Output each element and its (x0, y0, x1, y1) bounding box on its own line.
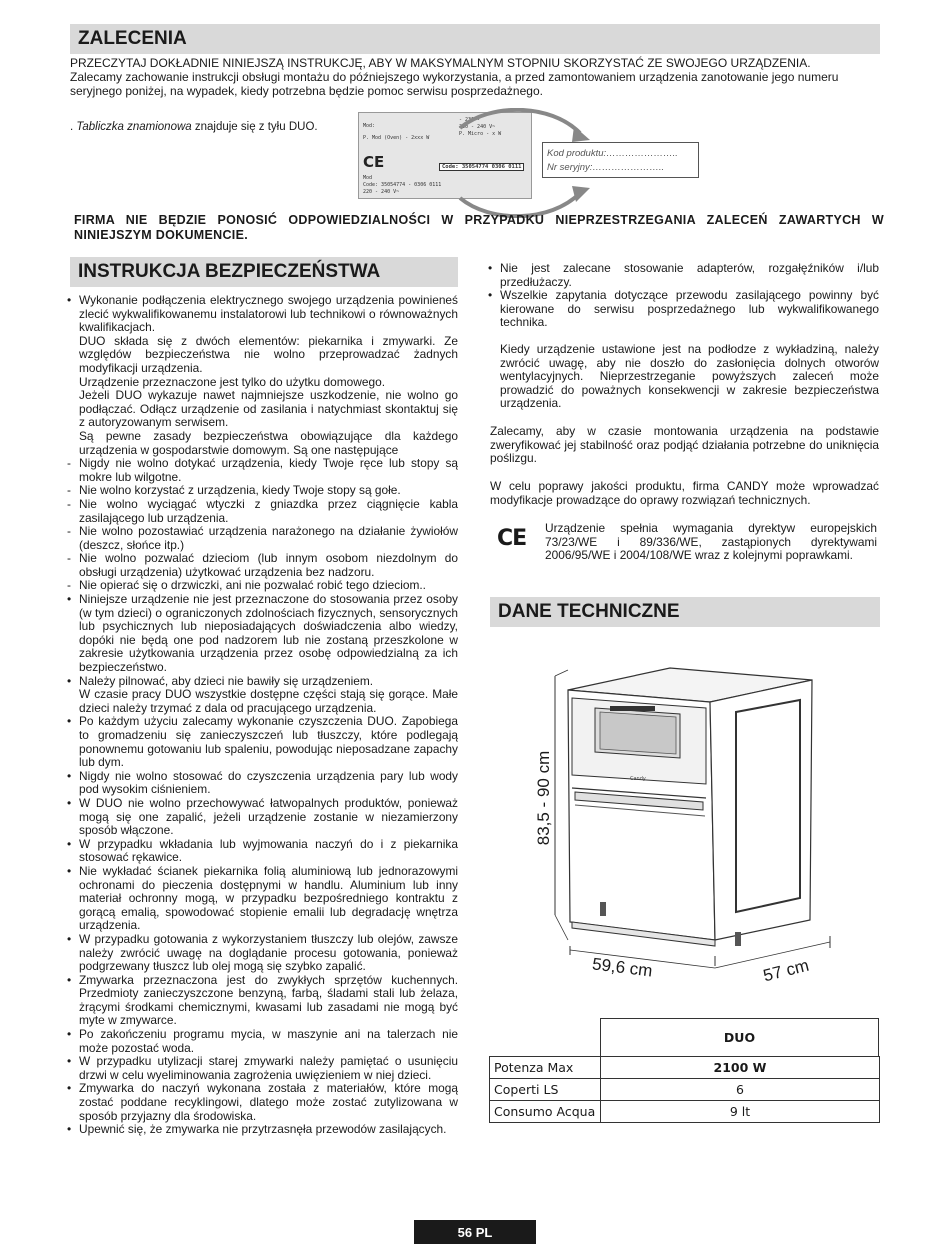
appliance-dimension-diagram (500, 640, 880, 1000)
page-number: 56 PL (414, 1220, 536, 1244)
zalecenia-title: ZALECENIA (70, 24, 880, 54)
list-item: W czasie pracy DUO wszystkie dostępne części stają się gorące. Małe dzieci należy trzymać z dala od pracującego urządzenia. (79, 687, 458, 715)
list-item: - Nie wolno pozostawiać urządzenia narażonego na działanie żywiołów (deszcz, słońce itp.) (67, 525, 458, 552)
spec-table-header: DUO (600, 1018, 879, 1056)
spec-table (489, 1056, 880, 1123)
plate-code-box: Code: 35054774 0306 0111 (439, 163, 524, 171)
height-dimension-label: 83,5 - 90 cm (534, 750, 553, 846)
list-item: • Niniejsze urządzenie nie jest przeznaczone do stosowania przez osoby (w tym dzieci) o ograniczonych zdolnościach fizycznych, sensorycznych lub psychicznych lub nieposiadających doświadczenia albo wiedzy, dopóki nie będą one pod nadzorem lub nie zostaną przeszkolone w zakresie użytkowania urządzenia przez osobę odpowiedzialną za ich bezpieczeństwo. (67, 593, 458, 675)
list-item: - Nie wolno korzystać z urządzenia, kiedy Twoje stopy są gołe. (67, 484, 458, 498)
code-label: Kod produktu:………………….. (547, 148, 678, 159)
right-safety-list (488, 262, 879, 330)
list-item: • W przypadku wkładania lub wyjmowania naczyń do i z piekarnika stosować rękawice. (67, 838, 458, 865)
list-item: • Nie wykładać ścianek piekarnika folią aluminiową lub jednorazowymi ochronami do pieczenia dostępnymi w handlu. Aluminium lub inny materiał ochronny mogą, w przypadku bezpośredniego kontraktu z gorącą emalią, spowodować stopienie emalii lub degradację wnętrza urządzenia. (67, 865, 458, 933)
plate-row-4: P. Mod (Oven) - 2xxx W (363, 135, 430, 141)
table-row (490, 1079, 880, 1101)
list-item: • Należy pilnować, aby dzieci nie bawiły się urządzeniem. (67, 675, 458, 689)
width-dimension-label: 59,6 cm (591, 954, 654, 981)
list-item: - Nie opierać się o drzwiczki, ani nie pozwalać robić tego dzieciom.. (67, 579, 458, 593)
list-item: • W DUO nie wolno przechowywać łatwopalnych produktów, ponieważ mogą się one zapalić, jeżeli urządzenie zostanie w niezamierzony sposób włączone. (67, 797, 458, 838)
table-row (490, 1057, 880, 1079)
plate-note-prefix: . (70, 121, 77, 133)
plate-note-suffix: znajduje się z tyłu DUO. (191, 121, 318, 133)
list-item: • Po każdym użyciu zalecamy wykonanie czyszczenia DUO. Zapobiega to gromadzeniu się zanieczyszczeń lub tłuszczy, które podlegają ponownemu gotowaniu lub spaleniu, powodując nieposadzane zapachy lub dym. (67, 715, 458, 769)
candy-paragraph: W celu poprawy jakości produktu, firma CANDY może wprowadzać modyfikacje prowadzące do oprawy rozwiązań technicznych. (490, 479, 879, 507)
list-item: • Nigdy nie wolno stosować do czyszczenia urządzenia pary lub wody pod wysokim ciśnieniem. (67, 770, 458, 797)
appliance-brand-label: Candy (630, 776, 646, 782)
zalecenia-line2: Zalecamy zachowanie instrukcji obsługi montażu do późniejszego wykorzystania, a przed zamontowaniem urządzenia zanotowanie jego numeru seryjnego poniżej, na wypadek, kiedy potrzebna będzie pomoc serwisu posprzedażnego. (70, 70, 839, 98)
plate-row-6: Mod (363, 175, 373, 181)
list-item: Jeżeli DUO wykazuje nawet najmniejsze uszkodzenie, nie wolno go podłączać. Odłącz urządzenie od zasilania i natychmiast skontaktuj się z autoryzowanym serwisem. (79, 388, 458, 430)
spec-value: 9 lt (601, 1101, 880, 1123)
serial-label: Nr seryjny:………………….. (547, 162, 665, 173)
ce-compliance-text: Urządzenie spełnia wymagania dyrektyw europejskich 73/23/WE i 89/336/WE, zastąpionych dyrektywami 2006/95/WE i 2004/108/WE wraz z kolejnymi poprawkami. (545, 521, 877, 563)
list-item: • Upewnić się, że zmywarka nie przytrzasnęła przewodów zasilających. (67, 1123, 458, 1137)
spec-label: Consumo Acqua (490, 1101, 601, 1123)
spec-label: Potenza Max (490, 1057, 601, 1079)
ce-icon: CE (497, 526, 527, 551)
spec-value: 6 (601, 1079, 880, 1101)
list-item: • Wszelkie zapytania dotyczące przewodu zasilającego powinny być kierowane do serwisu posprzedażnego lub wykwalifikowanego technika. (488, 289, 879, 330)
instrukcja-title: INSTRUKCJA BEZPIECZEŃSTWA (70, 257, 458, 287)
list-item: DUO składa się z dwóch elementów: piekarnika i zmywarki. Ze względów bezpieczeństwa nie wolno przeprowadzać żadnych modyfikacji urządzenia. (79, 333, 458, 375)
depth-dimension-label: 57 cm (761, 955, 811, 986)
plate-note-italic: Tabliczka znamionowa (76, 121, 192, 133)
list-item: • Wykonanie podłączenia elektrycznego swojego urządzenia powinieneś zlecić wykwalifikowanemu instalatorowi lub technikowi o równoważnych kwalifikacjach. (67, 294, 458, 335)
spec-value: 2100 W (601, 1057, 880, 1079)
list-item: • Po zakończeniu programu mycia, w maszynie ani na talerzach nie może pozostać woda. (67, 1028, 458, 1055)
plate-row-2: - 232 - (459, 117, 481, 123)
list-item: Są pewne zasady bezpieczeństwa obowiązujące dla każdego urządzenia w gospodarstwie domowym. Są one następujące (79, 428, 458, 457)
dane-title: DANE TECHNICZNE (490, 597, 880, 627)
plate-note (70, 121, 318, 133)
spec-label: Coperti LS (490, 1079, 601, 1101)
plate-row-8: 220 - 240 V~ (363, 189, 400, 195)
list-item: - Nie wolno pozwalać dzieciom (lub innym osobom niezdolnym do obsługi urządzenia) użytkować urządzenia bez nadzoru. (67, 552, 458, 579)
list-item: • Zmywarka przeznaczona jest do zwykłych sprzętów kuchennych. Przedmioty zanieczyszczone benzyną, farbą, śladami stali lub żelaza, żrącymi środkami chemicznymi, kwasami lub zasadami nie mogą być myte w zmywarce. (67, 974, 458, 1028)
plate-row-3: 220 - 240 V~ (459, 124, 496, 130)
zalecenia-line1: PRZECZYTAJ DOKŁADNIE NINIEJSZĄ INSTRUKCJĘ, ABY W MAKSYMALNYM STOPNIU SKORZYSTAĆ ZE SWOJEGO URZĄDZENIA. (70, 56, 811, 70)
list-item: • Zmywarka do naczyń wykonana została z materiałów, które mogą zostać poddane recyklingowi, dlatego może zostać zutylizowana w sposób przyjazny dla środowiska. (67, 1082, 458, 1123)
list-item: - Nie wolno wyciągać wtyczki z gniazdka przez ciągnięcie kabla zasilającego lub urządzenia. (67, 498, 458, 525)
liability-warning: FIRMA NIE BĘDZIE PONOSIĆ ODPOWIEDZIALNOŚCI W PRZYPADKU NIEPRZESTRZEGANIA ZALECEŃ ZAWARTYCH W NINIEJSZYM DOKUMENCIE. (74, 213, 884, 242)
plate-row-7: Code: 35054774 - 0306 0111 (363, 182, 442, 188)
list-item: • W przypadku gotowania z wykorzystaniem tłuszczy lub olejów, zawsze należy zwrócić uwagę na doglądanie procesu gotowania, ponieważ podgrzewany tłuszcz lub olej mogą się szybko zapalić. (67, 933, 458, 974)
list-item: - Nigdy nie wolno dotykać urządzenia, kiedy Twoje ręce lub stopy są mokre lub wilgotne. (67, 457, 458, 484)
code-serial-box (542, 142, 699, 178)
table-row (490, 1101, 880, 1123)
carpet-paragraph: Kiedy urządzenie ustawione jest na podłodze z wykładziną, należy zwrócić uwagę, aby nie doszło do zasłonięcia dolnych otworów wentylacyjnych. Nieprzestrzeganie powyższych zaleceń może prowadzić do poważnych konsekwencji w zakresie bezpieczeństwa urządzenia. (500, 342, 879, 411)
plate-row-5: P. Micro - x W (459, 131, 502, 137)
list-item: • W przypadku utylizacji starej zmywarki należy pamiętać o usunięciu drzwi w celu wyeliminowania zagrożenia uwięzieniem w niej dzieci. (67, 1055, 458, 1082)
spec-table-wrap (489, 1018, 880, 1123)
list-item: • Nie jest zalecane stosowanie adapterów, rozgałęźników i/lub przedłużaczy. (488, 262, 879, 289)
plate-row-mod: Mod: (363, 123, 376, 129)
safety-list (67, 294, 458, 1137)
plate-ce-mark: CE (363, 153, 385, 171)
list-item: Urządzenie przeznaczone jest tylko do użytku domowego. (79, 374, 386, 389)
stability-paragraph: Zalecamy, aby w czasie montowania urządzenia na podstawie zweryfikować jej stabilność oraz podjąć działania potrzebne do uniknięcia poślizgu. (490, 424, 879, 466)
